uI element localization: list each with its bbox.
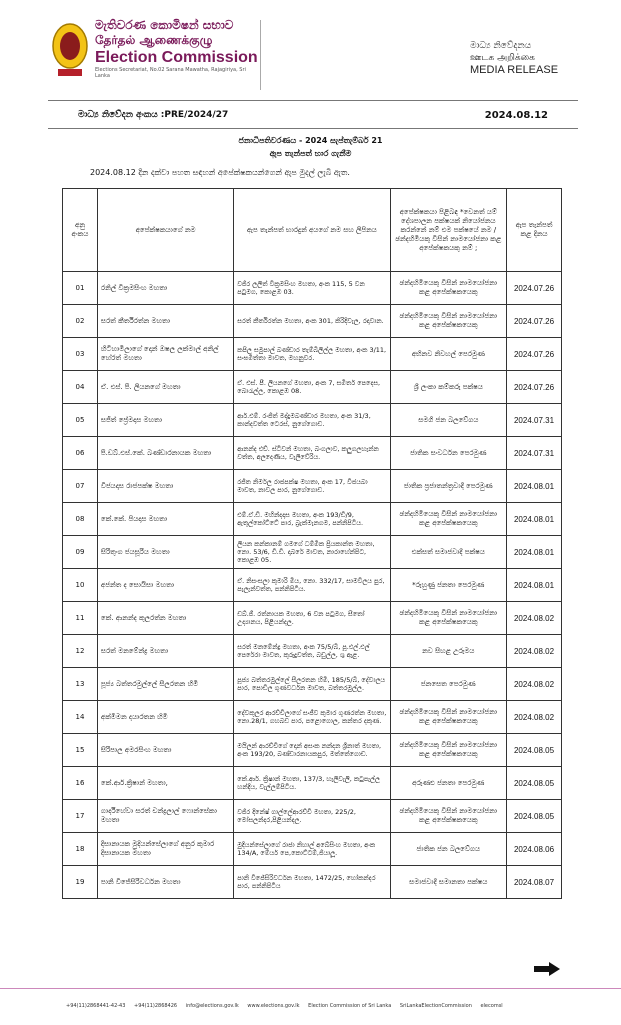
col-header-date: ඇප තැන්පත් කළ දිනය — [507, 189, 562, 272]
cell-no: 19 — [63, 866, 98, 899]
cell-no: 13 — [63, 668, 98, 701]
org-address: Elections Secretariat, No.02 Sarana Mawatha, Rajagiriya, Sri Lanka — [95, 67, 246, 79]
cell-date: 2024.07.26 — [507, 338, 562, 371]
cell-address: සරත් කීර්තිරත්න මහතා, අංක 301, කිරිදිවැල, රදාවාන. — [234, 305, 390, 338]
cell-address: ආනන්ද එච්. ස්ටීවන් මහතා, බංගලාව, කලුගලහැන්න වත්ත, අලදෙණිය, වැලිවේරිය. — [234, 437, 390, 470]
cell-no: 04 — [63, 371, 98, 404]
divider-top — [48, 100, 578, 101]
footer — [0, 988, 621, 1025]
cell-party: ජාතික ජන බලවේගය — [390, 833, 506, 866]
table-row — [63, 602, 562, 635]
cell-address: දේවකුලර ආරච්චිලාගේ සංජීව කුමාර ගුණරත්න මහතා, නො.28/1, ගහබඩ පාර, පළොගොල, කන්තර දකුණ. — [234, 701, 390, 734]
cell-date: 2024.08.01 — [507, 470, 562, 503]
org-name-tamil: தேர்தல் ஆணைக்குழு — [95, 33, 213, 47]
table-row — [63, 437, 562, 470]
website-link[interactable]: www.elections.gov.lk — [247, 1003, 300, 1009]
cell-party: ඡන්දහිමියෙකු විසින් නාමයෝජනා කළ අපේක්ෂකයෙකු — [390, 503, 506, 536]
cell-party: එක්සත් සමාජවාදී පක්ෂය — [390, 536, 506, 569]
twitter-link[interactable]: elecomsl — [480, 1003, 503, 1009]
cell-party: නව සිහළ උරුමය — [390, 635, 506, 668]
page-subtitle: ඇප තැන්පත් භාර ගැනීම — [269, 149, 352, 158]
cell-address: වජිර ලලිත් වික්‍රමසිංහ මහතා, අංක 115, 5 වන පටුමග, කොළඹ 03. — [234, 272, 390, 305]
cell-no: 10 — [63, 569, 98, 602]
table-row — [63, 536, 562, 569]
cell-no: 05 — [63, 404, 98, 437]
cell-name: අක්මීමන දයාරතන හිමි — [97, 701, 233, 734]
cell-party: සමාජවාදී සමානතා පක්ෂය — [390, 866, 506, 899]
table-row — [63, 503, 562, 536]
table-row — [63, 272, 562, 305]
cell-date: 2024.08.05 — [507, 767, 562, 800]
cell-no: 08 — [63, 503, 98, 536]
table-row — [63, 338, 562, 371]
cell-no: 03 — [63, 338, 98, 371]
cell-address: මුදියන්සේලාගේ රාජා නිහාල් අබේසිංහ මහතා, අංක 134/A, මේයර් පෙ,කොට්ටම්,ජියාලූ. — [234, 833, 390, 866]
cell-no: 06 — [63, 437, 98, 470]
table-row — [63, 767, 562, 800]
reference-row — [78, 110, 548, 120]
cell-date: 2024.08.07 — [507, 866, 562, 899]
intro-text: 2024.08.12 දින දක්වා පහත සඳහන් අපේක්ෂකයන්ගෙන් ඇප මුදල් ලැබී ඇත. — [90, 168, 350, 177]
col-header-party: අපේක්ෂකයා පිළිබඳ *වෙනත් යම් දේශපාලන පක්ෂයක් නියෝජනය කරන්නේ නම් එම පක්ෂයේ නම / ඡන්දහිමියකු විසින් නාමයෝජනා කළ අපේක්ෂකයකු නම් ; — [390, 189, 506, 272]
cell-address: ඒ. එස්. පී. ලියනගේ මහතා, අංක 7, සමිතර් පෙදෙස, බොරැල්ල, කොළඹ 08. — [234, 371, 390, 404]
table-row — [63, 866, 562, 899]
cell-no: 18 — [63, 833, 98, 866]
cell-address: ඩබ්.ජී. රත්නායක මහතා, 6 වන පටුමග, සීතෝ උද්‍යානය, පිළියන්දල. — [234, 602, 390, 635]
cell-party: ජාතික සංවර්ධන පෙරමුණ — [390, 437, 506, 470]
col-header-name: අපේක්ෂකයාගේ නම — [97, 189, 233, 272]
email-link[interactable]: info@elections.gov.lk — [185, 1003, 239, 1009]
cell-no: 02 — [63, 305, 98, 338]
cell-party: ඡන්දහිමියෙකු විසින් නාමයෝජනා කළ අපේක්ෂකයෙකු — [390, 800, 506, 833]
cell-date: 2024.07.26 — [507, 371, 562, 404]
cell-date: 2024.08.05 — [507, 734, 562, 767]
national-emblem-icon — [50, 20, 90, 78]
cell-date: 2024.07.31 — [507, 404, 562, 437]
cell-no: 09 — [63, 536, 98, 569]
cell-date: 2024.08.01 — [507, 536, 562, 569]
cell-address: ආර්.එම්. රංජිත් මද්දුමබණ්ඩාර මහතා, අංක 31/3, කාන්දවත්ත ටෙරස්, නුගේගොඩ. — [234, 404, 390, 437]
cell-address: වජිර දිනේෂ් ගාල්ලේආරච්චි මහතා, 225/2, මෝසලන්දර,පිළියන්දල. — [234, 800, 390, 833]
cell-date: 2024.08.02 — [507, 701, 562, 734]
cell-party: ජනසෙත පෙරමුණ — [390, 668, 506, 701]
cell-name: සරත් මනමේන්ද්‍ර මහතා — [97, 635, 233, 668]
phone-2[interactable]: +94(11)2868426 — [134, 1003, 178, 1009]
cell-name: පානි විජේසිරිවර්ධන මහතා — [97, 866, 233, 899]
cell-party: අරුණළු ජනතා පෙරමුණ — [390, 767, 506, 800]
divider-bottom — [48, 128, 578, 129]
release-date: 2024.08.12 — [484, 110, 548, 121]
cell-name: කේ.කේ. පියදාස මහතා — [97, 503, 233, 536]
org-name-english: Election Commission — [95, 49, 258, 66]
table-row — [63, 470, 562, 503]
cell-name: දිසානායක මුදියන්සේලාගේ අනුර කුමාර දිසානායක මහතා — [97, 833, 233, 866]
cell-address: එම්.ඒ.ඩී. මහින්දදාස මහතා, අංක 193/ඩී/9, ඇතුල්කෝට්ටේ පාර, බ්‍රැක්මැනගම, පන්නිපිටිය. — [234, 503, 390, 536]
phone-1[interactable]: +94(11)2868441-42-43 — [66, 1003, 126, 1009]
cell-party: ඡන්දහිමියෙකු විසින් නාමයෝජනා කළ අපේක්ෂකයෙකු — [390, 272, 506, 305]
media-label-sinhala: මාධ්‍ය නිවේදනය — [470, 41, 532, 51]
next-page-arrow-icon[interactable] — [534, 962, 560, 976]
cell-address: රජිත නිර්මල රාජපක්ෂ මහතා, අංක 17, විජයබා මාවත, නාවල පාර, නුගේගොඩ. — [234, 470, 390, 503]
cell-party: ඡන්දහිමියෙකු විසින් නාමයෝජනා කළ අපේක්ෂකයෙකු — [390, 701, 506, 734]
cell-party: අභිනව නිවහල් පෙරමුණ — [390, 338, 506, 371]
cell-party: ශ්‍රී ලංකා කම්කරු පක්ෂය — [390, 371, 506, 404]
cell-party: *රුහුණු ජනතා පෙරමුණ — [390, 569, 506, 602]
cell-name: රනිල් වික්‍රමසිංහ මහතා — [97, 272, 233, 305]
cell-name: විජයදාස රාජපක්ෂ මහතා — [97, 470, 233, 503]
facebook-page-link[interactable]: SriLankaElectionCommission — [399, 1003, 472, 1009]
table-row — [63, 734, 562, 767]
cell-name: සිරිතුංග ජයසූරිය මහතා — [97, 536, 233, 569]
deposits-table — [62, 188, 562, 899]
table-row — [63, 833, 562, 866]
cell-name: හිටිහාමිලාගේ දොන් ඔෂල ලක්මාල් අනිල් හේරත් මහතා — [97, 338, 233, 371]
table-row — [63, 305, 562, 338]
table-row — [63, 404, 562, 437]
cell-address: ඒ. නිසංසලා කුමාරි මිය, නො. 332/17, සාමවිලය පුර, පැලැන්වත්ත, පන්නිපිටිය. — [234, 569, 390, 602]
cell-name: ගාර්දිහේවා සරත් චන්ද්‍රලාල් ෆොන්සේකා මහතා — [97, 800, 233, 833]
cell-date: 2024.08.06 — [507, 833, 562, 866]
facebook-link[interactable]: Election Commission of Sri Lanka — [308, 1003, 392, 1009]
org-name-sinhala: මැතිවරණ කොමිෂන් සභාව — [95, 18, 234, 32]
cell-name: සිරිපාල අමරසිංහ මහතා — [97, 734, 233, 767]
cell-date: 2024.08.02 — [507, 602, 562, 635]
cell-name: කේ. ආනන්ද කුලරත්න මහතා — [97, 602, 233, 635]
cell-date: 2024.07.31 — [507, 437, 562, 470]
cell-party: ජාතික ප්‍රජාතන්ත්‍රවාදී පෙරමුණ — [390, 470, 506, 503]
media-label-english: MEDIA RELEASE — [470, 64, 559, 76]
cell-address: කේ.ආර්. ක්‍රිෂාන් මහතා, 137/3, හැලිවැලි, කටුපැල්ල හන්දිය, වැල්ලම්පිටිය. — [234, 767, 390, 800]
cell-name: සරත් කීර්තිරත්න මහතා — [97, 305, 233, 338]
cell-date: 2024.08.01 — [507, 503, 562, 536]
cell-party: ඡන්දහිමියෙකු විසින් නාමයෝජනා කළ අපේක්ෂකයෙකු — [390, 305, 506, 338]
cell-name: අජන්ත ද සොයිසා මහතා — [97, 569, 233, 602]
col-header-no: අනු අංකය — [63, 189, 98, 272]
col-header-address: ඇප තැන්පත් භාරදුන් අයගේ නම සහ ලිපිනය — [234, 189, 390, 272]
cell-address: මයිලන් ආරච්චිගේ දොන් අසංක නන්දන ශ්‍රීනාත් මහතා, අංක 193/20, බණ්ඩාරනායකපුර, මත්තේගොඩ. — [234, 734, 390, 767]
cell-no: 11 — [63, 602, 98, 635]
cell-address: පානි විජේසිරිවර්ධන මහතා, 1472/25, හෝකන්දර පාර, පන්නිපිටිය — [234, 866, 390, 899]
table-row — [63, 800, 562, 833]
cell-party: ඡන්දහිමියෙකු විසින් නාමයෝජනා කළ අපේක්ෂකයෙකු — [390, 734, 506, 767]
cell-no: 15 — [63, 734, 98, 767]
cell-date: 2024.07.26 — [507, 272, 562, 305]
table-row — [63, 635, 562, 668]
cell-date: 2024.08.01 — [507, 569, 562, 602]
table-row — [63, 701, 562, 734]
header-divider — [260, 20, 261, 90]
reference-number: මාධ්‍ය නිවේදන අංකය :PRE/2024/27 — [78, 110, 229, 120]
cell-no: 01 — [63, 272, 98, 305]
cell-no: 17 — [63, 800, 98, 833]
cell-date: 2024.08.05 — [507, 800, 562, 833]
cell-date: 2024.08.02 — [507, 635, 562, 668]
cell-address: කපිල සමුපාල් බණ්ඩාර තැම්බිලිල්ල මහතා, අංක 3/11, සංඝමිත්තා මාවත, මහනුවර. — [234, 338, 390, 371]
cell-name: ඒ. එස්. පී. ලියනගේ මහතා — [97, 371, 233, 404]
cell-no: 14 — [63, 701, 98, 734]
cell-no: 07 — [63, 470, 98, 503]
table-row — [63, 668, 562, 701]
organisation-name — [95, 18, 260, 79]
table-row — [63, 371, 562, 404]
table-row — [63, 569, 562, 602]
cell-name: කේ.ආර්.ක්‍රිෂාන් මහතා, — [97, 767, 233, 800]
cell-date: 2024.08.02 — [507, 668, 562, 701]
cell-name: සජිත් ප්‍රේමදාස මහතා — [97, 404, 233, 437]
table-header-row — [63, 189, 562, 272]
cell-party: ඡන්දහිමියෙකු විසින් නාමයෝජනා කළ අපේක්ෂකයෙකු — [390, 602, 506, 635]
cell-name: පූජ්‍ය බත්තරමුල්ලේ සීලරතන හිමි — [97, 668, 233, 701]
media-label-tamil: ஊடக அறிக்கை — [470, 53, 535, 63]
cell-no: 16 — [63, 767, 98, 800]
cell-name: පී.ඩබ්.එස්.කේ. බණ්ඩාරනායක මහතා — [97, 437, 233, 470]
page-title: ජනාධිපතිවරණය - 2024 සැප්තැම්බර් 21 — [238, 136, 383, 145]
footer-contacts — [66, 1003, 510, 1009]
cell-address: ලියන කන්කානම් ගමගේ ධම්මික ප්‍රියකාන්ත මහතා, නො. 53/6, ඩී.ඩී. දාබරේ මාවත, නාරාහේන්පිට, කොළඹ 05. — [234, 536, 390, 569]
cell-no: 12 — [63, 635, 98, 668]
cell-address: පූජ්‍ය බත්තරමුල්ලේ සීලරතන හිමි, 185/5/බී, දේවාලය පාර, පොඩිල ගුණවර්ධන මාවත, බත්තරමුල්ල. — [234, 668, 390, 701]
letterhead — [0, 0, 621, 100]
cell-date: 2024.07.26 — [507, 305, 562, 338]
cell-party: සමගි ජන බලවේගය — [390, 404, 506, 437]
media-release-label — [470, 40, 558, 76]
cell-address: සරත් මනමේන්ද්‍ර මහතා, අංක 75/5/බී, පූ.එල්.එල් පෙරේරා මාවත, කුරුදුවත්ත, බඩුල්ල, ශ‍්‍ර ඇළ. — [234, 635, 390, 668]
